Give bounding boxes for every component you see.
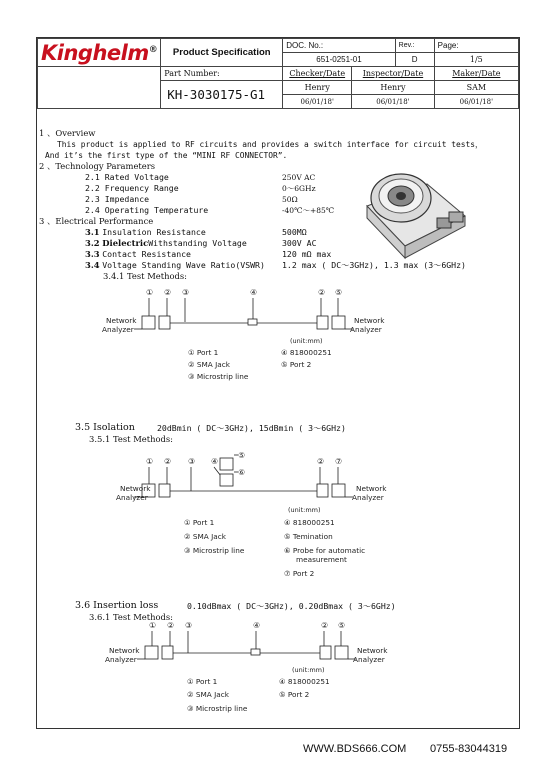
iso-legend-probe-2: measurement <box>296 555 347 564</box>
iso-analyzer-left: Analyzer <box>116 493 148 502</box>
elec-item-3: 3.3 Contact Resistance <box>85 249 191 259</box>
insertion-test-diagram <box>105 618 425 728</box>
iso-unit: (unit:mm) <box>288 506 321 514</box>
tech-value-4: -40℃～+85℃ <box>282 206 335 215</box>
logo-cell <box>38 67 161 109</box>
elec-value-4: 1.2 max ( DC～3GHz), 1.3 max (3～6GHz) <box>282 260 466 270</box>
iso-num-2b: ② <box>317 457 325 466</box>
vswr-num-1: ① <box>146 288 154 297</box>
ins-network-left: Network <box>109 646 140 655</box>
page-value: 1/5 <box>434 53 518 67</box>
ins-num-4: ④ <box>253 621 261 630</box>
elec-item-1: 3.1 Insulation Resistance <box>85 227 206 237</box>
test-methods-2: 3.5.1 Test Methods: <box>89 434 174 444</box>
checker-name: Henry <box>283 81 352 95</box>
vswr-test-diagram <box>102 285 422 410</box>
technology-heading: 2 、Technology Parameters <box>39 161 156 171</box>
test-methods-1: 3.4.1 Test Methods: <box>103 271 188 281</box>
vswr-num-4: ④ <box>250 288 258 297</box>
page-label: Page: <box>434 39 518 53</box>
iso-legend-microstrip: ③ Microstrip line <box>184 546 245 555</box>
ins-network-right: Network <box>357 646 388 655</box>
iso-legend-port2: ⑦ Port 2 <box>284 569 315 578</box>
iso-num-3: ③ <box>188 457 196 466</box>
ins-num-5: ⑤ <box>338 621 346 630</box>
iso-network-left: Network <box>120 484 151 493</box>
checker-label: Checker/Date <box>283 67 352 81</box>
tech-value-1: 250V AC <box>282 173 316 182</box>
ins-analyzer-right: Analyzer <box>353 655 385 664</box>
vswr-num-2: ② <box>164 288 172 297</box>
maker-label: Maker/Date <box>434 67 518 81</box>
checker-date: 06/01/18' <box>283 95 352 109</box>
iso-legend-probe: ⑥ Probe for automatic <box>284 546 366 555</box>
iso-legend-part: ④ 818000251 <box>284 518 335 527</box>
vswr-network-right: Network <box>354 316 385 325</box>
iso-num-6: ⑥ <box>238 468 246 477</box>
header-table <box>37 38 519 109</box>
elec-value-2: 300V AC <box>282 238 317 248</box>
iso-num-5: ⑤ <box>238 451 246 460</box>
ins-unit: (unit:mm) <box>292 666 325 674</box>
tech-label-2: 2.2 Frequency Range <box>85 183 179 193</box>
iso-analyzer-right: Analyzer <box>352 493 384 502</box>
doc-no-value: 651-0251-01 <box>283 53 395 67</box>
vswr-num-2b: ② <box>318 288 326 297</box>
doc-no-label: DOC. No.: <box>283 39 395 53</box>
iso-legend-port1: ① Port 1 <box>184 518 215 527</box>
ins-num-2: ② <box>167 621 175 630</box>
vswr-num-3: ③ <box>182 288 190 297</box>
maker-date: 06/01/18' <box>434 95 518 109</box>
connector-illustration <box>357 166 469 262</box>
footer-phone: 0755-83044319 <box>430 743 508 755</box>
maker-name: SAM <box>434 81 518 95</box>
tech-label-1: 2.1 Rated Voltage <box>85 172 169 182</box>
inspector-label: Inspector/Date <box>352 67 434 81</box>
ins-num-1: ① <box>149 621 157 630</box>
tech-label-4: 2.4 Operating Temperature <box>85 205 209 215</box>
ins-num-3: ③ <box>185 621 193 630</box>
insertion-label: 3.6 Insertion loss <box>75 600 159 611</box>
iso-num-1: ① <box>146 457 154 466</box>
spec-sheet <box>36 37 520 729</box>
elec-item-2: 3.2 DielectricWithstanding Voltage <box>85 238 247 248</box>
isolation-label: 3.5 Isolation <box>75 422 135 433</box>
vswr-analyzer-right: Analyzer <box>350 325 382 334</box>
iso-legend-sma: ② SMA Jack <box>184 532 226 541</box>
inspector-name: Henry <box>352 81 434 95</box>
vswr-legend-part: ④ 818000251 <box>281 348 332 357</box>
vswr-legend-port1: ① Port 1 <box>188 348 219 357</box>
footer-website[interactable]: WWW.BDS666.COM <box>303 743 407 755</box>
document-title: Product Specification <box>161 39 283 67</box>
vswr-legend-microstrip: ③ Microstrip line <box>188 372 249 381</box>
iso-num-7: ⑦ <box>335 457 343 466</box>
test-methods-3: 3.6.1 Test Methods: <box>89 612 174 622</box>
iso-num-2: ② <box>164 457 172 466</box>
ins-legend-port2: ⑤ Port 2 <box>279 690 310 699</box>
vswr-network-left: Network <box>106 316 137 325</box>
elec-item-4: 3.4 Voltage Standing Wave Ratio(VSWR) <box>85 260 265 270</box>
iso-legend-termination: ⑤ Temination <box>284 532 333 541</box>
ins-analyzer-left: Analyzer <box>105 655 137 664</box>
isolation-test-diagram <box>116 450 432 600</box>
overview-line-2: And it’s the first type of the “MINI RF CONNECTOR”. <box>45 151 288 160</box>
tech-value-3: 50Ω <box>282 195 298 204</box>
rev-label: Rev.: <box>395 39 434 53</box>
elec-value-3: 120 mΩ max <box>282 249 332 259</box>
isolation-value: 20dBmin ( DC～3GHz), 15dBmin ( 3～6GHz) <box>157 423 346 433</box>
part-number-value: KH-3030175-G1 <box>161 81 283 109</box>
elec-value-1: 500MΩ <box>282 227 307 237</box>
ins-legend-microstrip: ③ Microstrip line <box>187 704 248 713</box>
inspector-date: 06/01/18' <box>352 95 434 109</box>
vswr-unit: (unit:mm) <box>290 337 323 345</box>
ins-legend-part: ④ 818000251 <box>279 677 330 686</box>
ins-legend-sma: ② SMA Jack <box>187 690 229 699</box>
electrical-heading: 3 、Electrical Performance <box>39 216 154 226</box>
vswr-legend-port2: ⑤ Port 2 <box>281 360 312 369</box>
part-number-label: Part Number: <box>161 67 283 81</box>
overview-heading: 1 、Overview <box>39 128 96 138</box>
brand-logo: Kinghelm® <box>38 39 161 67</box>
iso-num-4: ④ <box>211 457 219 466</box>
vswr-analyzer-left: Analyzer <box>102 325 134 334</box>
ins-num-2b: ② <box>321 621 329 630</box>
ins-legend-port1: ① Port 1 <box>187 677 218 686</box>
vswr-legend-sma: ② SMA Jack <box>188 360 230 369</box>
iso-network-right: Network <box>356 484 387 493</box>
insertion-value: 0.10dBmax ( DC～3GHz), 0.20dBmax ( 3～6GHz) <box>187 601 396 611</box>
rev-value: D <box>395 53 434 67</box>
vswr-num-5: ⑤ <box>335 288 343 297</box>
overview-line-1: This product is applied to RF circuits and provides a switch interface for circuit tests， <box>57 140 483 149</box>
tech-label-3: 2.3 Impedance <box>85 194 150 204</box>
tech-value-2: 0～6GHz <box>282 184 316 193</box>
